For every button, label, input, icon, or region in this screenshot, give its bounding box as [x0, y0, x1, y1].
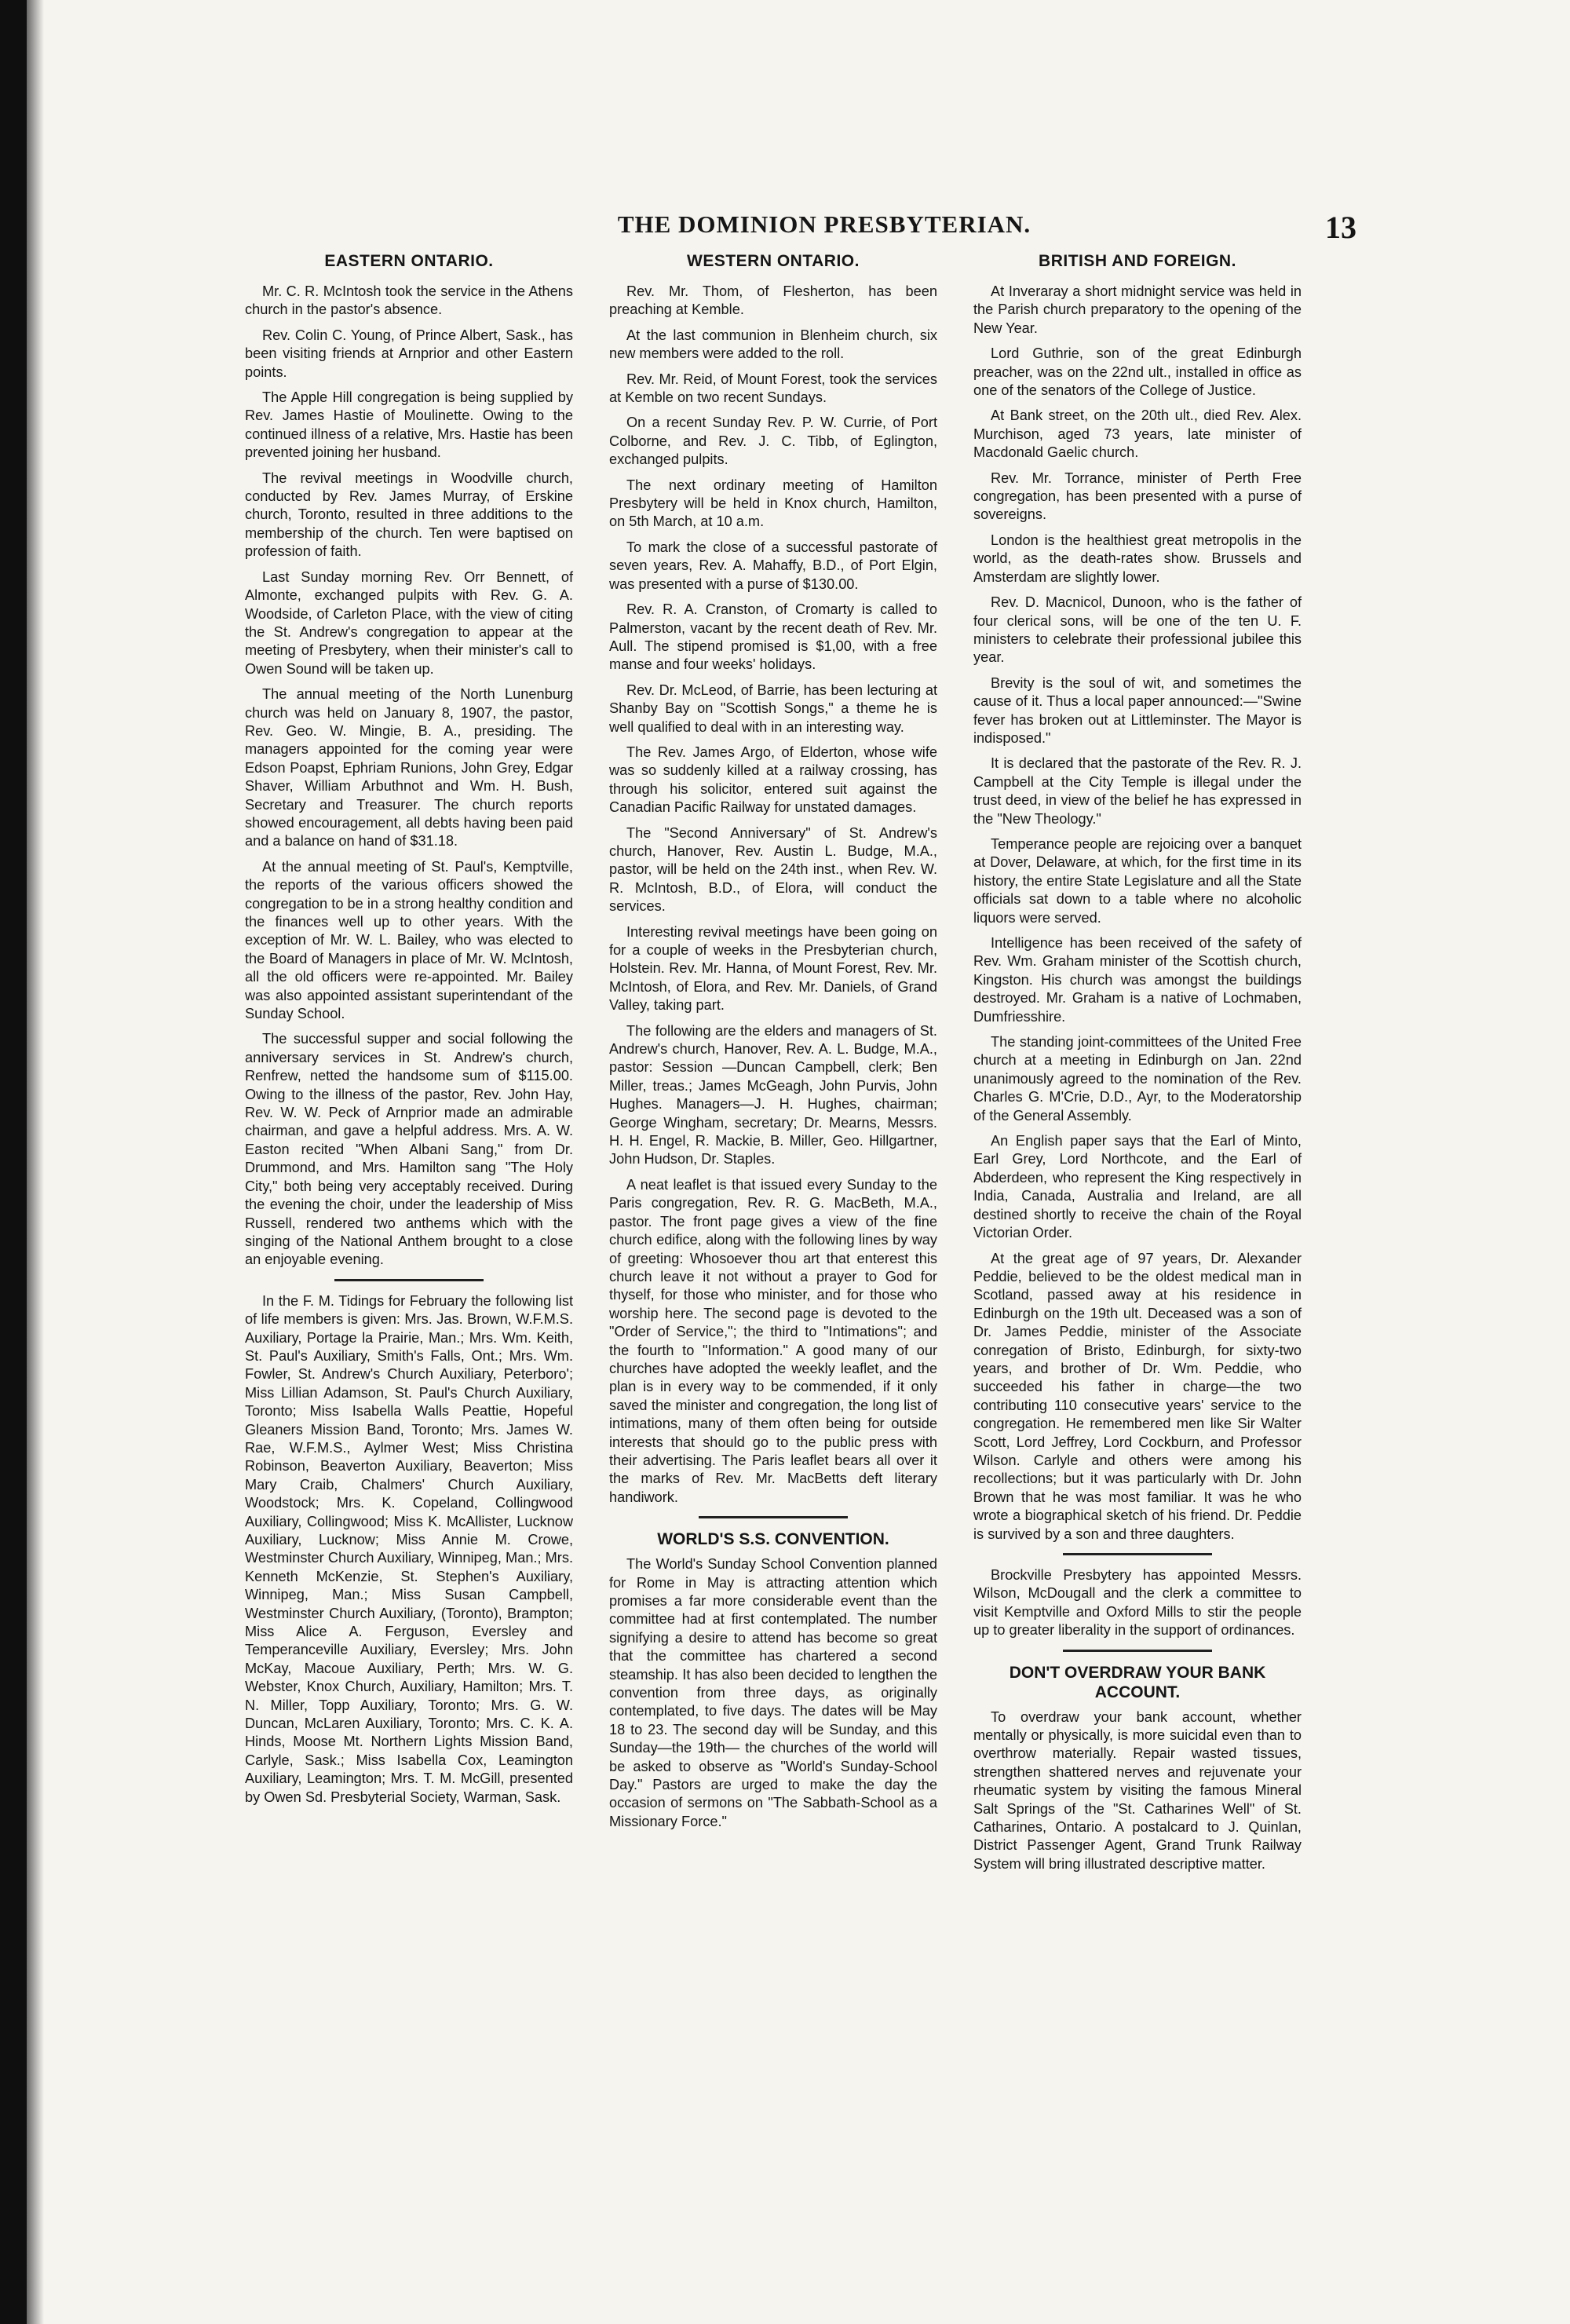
news-item: The revival meetings in Woodville church, conducted by Rev. James Murray, of Erskine church, Toronto, resulted in three additions to the membership of the church. Ten were baptised on profession of faith.: [245, 470, 573, 560]
section-heading: WORLD'S S.S. CONVENTION.: [657, 1530, 889, 1549]
section-divider: [1063, 1553, 1212, 1555]
section-heading: WESTERN ONTARIO.: [687, 252, 860, 270]
news-item: An English paper says that the Earl of Minto, Earl Grey, Lord Northcote, and the Earl of Abderdeen, who represent the King respectively in India, Canada, Australia and Ireland, are all destined shortly to receive the chain of the Royal Victorian Order.: [973, 1133, 1302, 1241]
scan-edge-shadow: [27, 0, 44, 2324]
news-item: Rev. Mr. Torrance, minister of Perth Free congregation, has been presented with a purse of sovereigns.: [973, 470, 1302, 523]
news-item: The Apple Hill congregation is being supplied by Rev. James Hastie of Moulinette. Owing to the continued illness of a relative, Mrs. Hastie has been prevented joining her husband.: [245, 389, 573, 461]
news-item: The annual meeting of the North Lunenburg church was held on January 8, 1907, the pastor, Rev. Geo. W. Mingie, B. A., presiding. The managers appointed for the coming year were Edson Poapst, Ephriam Runions, John Grey, Edgar Shaver, William Arbuthnot and Wm. H. Bush, Secretary and Treasurer. The church reports showed encouragement, all debts having been paid and a balance on hand of $31.18.: [245, 686, 573, 850]
news-item: It is declared that the pastorate of the Rev. R. J. Campbell at the City Temple is illegal under the trust deed, in view of the belief he has expressed in the "New Theology.": [973, 755, 1302, 827]
section-heading: EASTERN ONTARIO.: [324, 252, 494, 270]
section-divider: [334, 1279, 484, 1281]
column-british-and-foreign: [973, 251, 1302, 1880]
news-item: London is the healthiest great metropolis in the world, as the death-rates show. Brussels and Amsterdam are slightly lower.: [973, 532, 1302, 585]
section-heading: BRITISH AND FOREIGN.: [1039, 252, 1236, 270]
section-heading: DON'T OVERDRAW YOUR BANK ACCOUNT.: [1009, 1663, 1266, 1701]
news-item: Last Sunday morning Rev. Orr Bennett, of Almonte, exchanged pulpits with Rev. G. A. Woodside, of Carleton Place, with the view of citing the St. Andrew's congregation to appear at the meeting of Presbytery, when their minister's call to Owen Sound will be taken up.: [245, 568, 573, 677]
news-item: Lord Guthrie, son of the great Edinburgh preacher, was on the 22nd ult., installed in office as one of the senators of the College of Justice.: [973, 345, 1302, 399]
news-item: The standing joint-committees of the United Free church at a meeting in Edinburgh on Jan. 22nd unanimously agreed to the nomination of the Rev. Charles G. M'Crie, D.D., Ayr, to the Moderatorship of the General Assembly.: [973, 1034, 1302, 1124]
news-item: The World's Sunday School Convention planned for Rome in May is attracting attention which promises a far more considerable event than the committee had at first contemplated. The number signifying a desire to attend has become so great that the committee has chartered a second steamship. It has also been decided to lengthen the convention from three days, as originally contemplated, to five days. The dates will be May 18 to 23. The second day will be Sunday, and this Sunday—the 19th— the churches of the world will be asked to observe as "World's Sunday-School Day." Pastors are urged to make the day the occasion of sermons on "The Sabbath-School as a Missionary Force.": [609, 1556, 937, 1829]
news-item: At the annual meeting of St. Paul's, Kemptville, the reports of the various officers showed the congregation to be in a strong healthy condition and the finances well up to other years. With the exception of Mr. W. L. Bailey, who was elected to the Board of Managers in place of Mr. W. McIntosh, all the old officers were re-appointed. Mr. Bailey was also appointed assistant superintendant of the Sunday School.: [245, 858, 573, 1022]
news-item: Rev. Colin C. Young, of Prince Albert, Sask., has been visiting friends at Arnprior and other Eastern points.: [245, 327, 573, 380]
news-item: At the last communion in Blenheim church, six new members were added to the roll.: [609, 327, 937, 362]
news-item: Intelligence has been received of the safety of Rev. Wm. Graham minister of the Scottish church, Kingston. His church was amongst the buildings destroyed. Mr. Graham is a native of Lochmaben, Dumfriesshire.: [973, 935, 1302, 1025]
news-item: Rev. Dr. McLeod, of Barrie, has been lecturing at Shanby Bay on "Scottish Songs," a theme he is well qualified to deal with in an interesting way.: [609, 681, 937, 735]
news-item: Mr. C. R. McIntosh took the service in the Athens church in the pastor's absence.: [245, 283, 573, 318]
news-item: Brevity is the soul of wit, and sometimes the cause of it. Thus a local paper announced:—"Swine fever has broken out at Littleminster. The Mayor is indisposed.": [973, 674, 1302, 746]
news-item: Interesting revival meetings have been going on for a couple of weeks in the Presbyterian church, Holstein. Rev. Mr. Hanna, of Mount Forest, Rev. Mr. McIntosh, of Elora, and Rev. Mr. Daniels, of Grand Valley, taking part.: [609, 923, 937, 1014]
news-item: In the F. M. Tidings for February the following list of life members is given: Mrs. Jas. Brown, W.F.M.S. Auxiliary, Portage la Prairie, Man.; Mrs. Wm. Keith, St. Paul's Auxiliary, Smith's Falls, Ont.; Mrs. Wm. Fowler, St. Andrew's Church Auxiliary, Peterboro'; Miss Lillian Adamson, St. Paul's Church Auxiliary, Toronto; Miss Isabella Walls Peattie, Hopeful Gleaners Mission Band, Toronto; Mrs. James W. Rae, W.F.M.S., Aylmer West; Miss Christina Robinson, Beaverton Auxiliary, Beaverton; Miss Mary Craib, Chalmers' Church Auxiliary, Woodstock; Mrs. K. Copeland, Collingwood Auxiliary, Collingwood; Miss K. McAllister, Lucknow Auxiliary, Lucknow; Miss Annie M. Crowe, Westminster Church Auxiliary, Winnipeg, Man.; Mrs. Kenneth McKenzie, St. Stephen's Auxiliary, Winnipeg, Man.; Miss Susan Campbell, Westminster Church Auxiliary, (Toronto), Brampton; Miss Alice A. Ferguson, Eversley and Temperanceville Auxiliary, Eversley; Mrs. John McKay, Macoue Auxiliary, Perth; Mrs. W. G. Webster, Knox Church, Auxiliary, Hamilton; Mrs. T. N. Miller, Topp Auxiliary, Toronto; Mrs. G. W. Duncan, McLaren Auxiliary, Toronto; Mrs. C. K. A. Hinds, Moose Mt. Northern Lights Mission Band, Carlyle, Sask.; Miss Isabella Cox, Leamington Auxiliary, Leamington; Mrs. T. M. McGill, presented by Owen Sd. Presbyterial Society, Warman, Sask.: [245, 1292, 573, 1805]
news-item: On a recent Sunday Rev. P. W. Currie, of Port Colborne, and Rev. J. C. Tibb, of Eglington, exchanged pulpits.: [609, 415, 937, 468]
news-item: The next ordinary meeting of Hamilton Presbytery will be held in Knox church, Hamilton, on 5th March, at 10 a.m.: [609, 477, 937, 530]
news-item: Rev. Mr. Reid, of Mount Forest, took the services at Kemble on two recent Sundays.: [609, 371, 937, 406]
news-item: The Rev. James Argo, of Elderton, whose wife was so suddenly killed at a railway crossing, has through his solicitor, entered suit against the Canadian Pacific Railway for unstated damages.: [609, 744, 937, 816]
news-item: Rev. R. A. Cranston, of Cromarty is called to Palmerston, vacant by the recent death of Rev. Mr. Aull. The stipend promised is $1,00, with a free manse and four weeks' holidays.: [609, 601, 937, 673]
news-item: The following are the elders and managers of St. Andrew's church, Hanover, Rev. A. L. Budge, M.A., pastor: Session —Duncan Campbell, clerk; Ben Miller, treas.; James McGeagh, John Purvis, John Hughes. Managers—J. H. Hughes, chairman; George Wingham, secretary; Dr. Mearns, Messrs. H. H. Engel, R. Mackie, B. Miller, Geo. Hillgartner, John Hudson, Dr. Staples.: [609, 1022, 937, 1167]
news-item: The "Second Anniversary" of St. Andrew's church, Hanover, Rev. Austin L. Budge, M.A., pastor, will be held on the 24th inst., when Rev. W. R. McIntosh, B.D., of Elora, will conduct the services.: [609, 824, 937, 915]
news-item: To overdraw your bank account, whether mentally or physically, is more suicidal even than to overthrow materially. Repair wasted tissues, strengthen shattered nerves and rejuvenate your rheumatic system by visiting the famous Mineral Salt Springs of the "St. Catharines Well" of St. Catharines, Ontario. A postalcard to J. Quinlan, District Passenger Agent, Grand Trunk Railway System will bring illustrated descriptive matter.: [973, 1708, 1302, 1872]
news-item: Brockville Presbytery has appointed Messrs. Wilson, McDougall and the clerk a committee to visit Kemptville and Oxford Mills to stir the people up to greater liberality in the support of ordinances.: [973, 1567, 1302, 1639]
news-item: Rev. Mr. Thom, of Flesherton, has been preaching at Kemble.: [609, 283, 937, 318]
column-eastern-ontario: [245, 251, 573, 1814]
news-item: To mark the close of a successful pastorate of seven years, Rev. A. Mahaffy, B.D., of Port Elgin, was presented with a purse of $130.00.: [609, 539, 937, 592]
page-number: 13: [1325, 210, 1356, 245]
news-item: At the great age of 97 years, Dr. Alexander Peddie, believed to be the oldest medical man in Scotland, passed away at his residence in Edinburgh on the 19th ult. Deceased was a son of Dr. James Peddie, minister of the Associate conregation of Bristo, Edinburgh, for sixty-two years, and brother of Dr. Wm. Peddie, who succeeded his father in charge—the two contributing 110 consecutive years' service to the congregation. He remembered men like Sir Walter Scott, Lord Jeffrey, Lord Cockburn, and Professor Wilson. Carlyle and others were among his recollections; but it was particularly with Dr. John Brown that he was most familiar. It was he who wrote a biographical sketch of his friend. Dr. Peddie is survived by a son and three daughters.: [973, 1250, 1302, 1542]
news-item: A neat leaflet is that issued every Sunday to the Paris congregation, Rev. R. G. MacBeth, M.A., pastor. The front page gives a view of the fine church edifice, along with the following lines by way of greeting: Whosoever thou art that enterest this church leave it not without a prayer to God for thyself, for those who minister, and for those who worship here. The second page is devoted to the "Order of Service,"; the third to "Intimations"; and the fourth to "Information." A good many of our churches have adopted the weekly leaflet, and the plan is in every way to be commended, if it only saved the minister and congregation, the long list of intimations, many of them often being for outside interests that should go to the public press with their advertising. The Paris leaflet bears all over it the marks of Rev. Mr. MacBetts deft literary handiwork.: [609, 1176, 937, 1505]
news-item: At Bank street, on the 20th ult., died Rev. Alex. Murchison, aged 73 years, late minister of Macdonald Gaelic church.: [973, 407, 1302, 461]
news-item: Temperance people are rejoicing over a banquet at Dover, Delaware, at which, for the first time in its history, the entire State Legislature and all the State officials sat down to a table where no alcoholic liquors were served.: [973, 835, 1302, 926]
scan-binding-edge: [0, 0, 27, 2324]
section-divider: [1063, 1650, 1212, 1652]
news-item: At Inveraray a short midnight service was held in the Parish church preparatory to the opening of the New Year.: [973, 283, 1302, 336]
section-divider: [699, 1516, 848, 1518]
column-western-ontario: [609, 251, 937, 1838]
news-item: Rev. D. Macnicol, Dunoon, who is the father of four clerical sons, will be one of the ten U. F. ministers to celebrate their professional jubilee this year.: [973, 594, 1302, 666]
masthead: THE DOMINION PRESBYTERIAN.: [617, 210, 1031, 238]
news-item: The successful supper and social following the anniversary services in St. Andrew's church, Renfrew, netted the handsome sum of $115.00. Owing to the illness of the pastor, Rev. John Hay, Rev. W. W. Peck of Arnprior made an admirable chairman, and gave a helpful address. Mrs. A. W. Easton recited "When Albani Sang," from Dr. Drummond, and Mrs. Hamilton sang "The Holy City," both being very acceptably received. During the evening the choir, under the leadership of Miss Russell, rendered two anthems which with the singing of the National Anthem brought to a close an enjoyable evening.: [245, 1031, 573, 1268]
